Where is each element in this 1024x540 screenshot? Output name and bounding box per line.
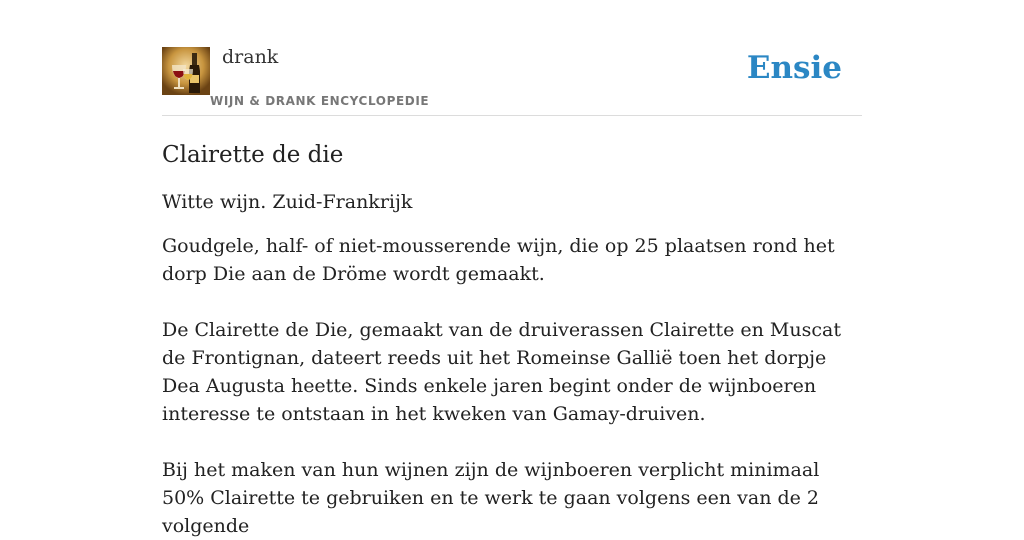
paragraph: De Clairette de Die, gemaakt van de druiverassen Clairette en Muscat de Frontignan, dateert reeds uit het Romeinse Gallië toen het dorpje Dea Augusta heette. Sinds enkele jaren begint onder de wijnboeren interesse te ontstaan in het kweken van Gamay-druiven. [162, 319, 841, 425]
wine-bottle-glass-icon[interactable] [162, 47, 210, 95]
ensie-logo[interactable]: Ensie [746, 50, 842, 86]
paragraph: Bij het maken van hun wijnen zijn de wijnboeren verplicht minimaal 50% Clairette te gebruiken en te werk te gaan volgens een van de 2 volgende [162, 459, 820, 537]
site-subtitle: WIJN & DRANK ENCYCLOPEDIE [210, 94, 430, 108]
header [162, 0, 862, 116]
category-link[interactable]: drank [222, 46, 279, 68]
article-body [162, 232, 862, 540]
page-title: Clairette de die [162, 142, 344, 168]
page [162, 0, 862, 537]
paragraph: Goudgele, half- of niet-mousserende wijn, die op 25 plaatsen rond het dorp Die aan de Dröme wordt gemaakt. [162, 235, 835, 285]
short-description: Witte wijn. Zuid-Frankrijk [162, 191, 413, 213]
